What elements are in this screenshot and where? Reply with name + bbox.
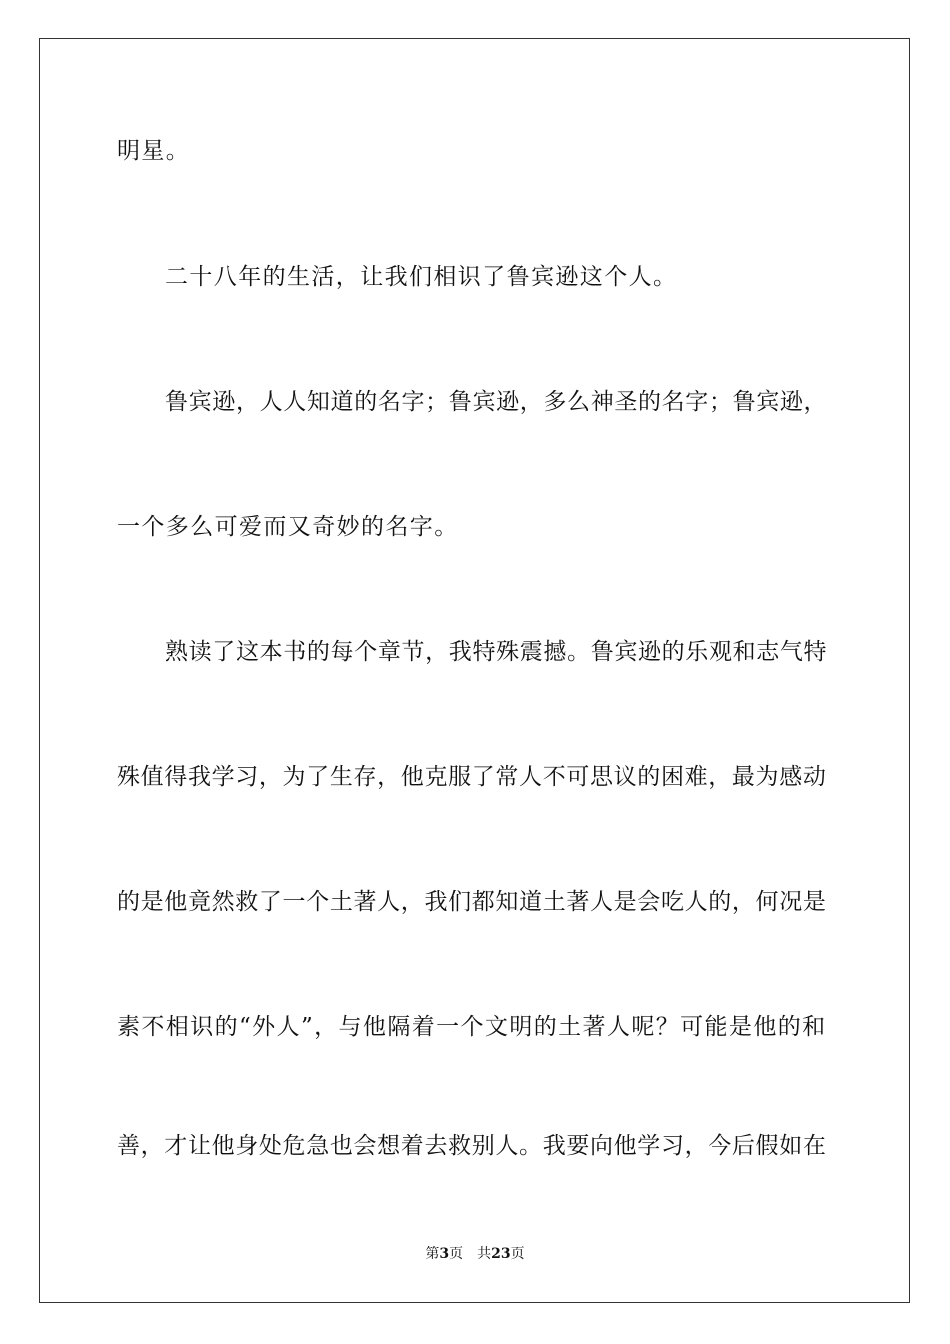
text-line-9: 善，才让他身处危急也会想着去救别人。我要向他学习，今后假如在 xyxy=(117,1133,827,1159)
page-suffix: 页 xyxy=(449,1246,464,1262)
text-line-7: 的是他竟然救了一个土著人，我们都知道土著人是会吃人的，何况是 xyxy=(117,889,827,915)
text-line-3: 鲁宾逊，人人知道的名字；鲁宾逊，多么神圣的名字；鲁宾逊， xyxy=(165,389,828,415)
text-line-8: 素不相识的“外人”，与他隔着一个文明的土著人呢？可能是他的和 xyxy=(117,1014,827,1040)
page-number: 3 xyxy=(439,1246,450,1262)
text-line-5: 熟读了这本书的每个章节，我特殊震撼。鲁宾逊的乐观和志气特 xyxy=(165,639,828,665)
page-prefix: 第 xyxy=(425,1246,440,1262)
total-pages: 23 xyxy=(491,1246,511,1262)
text-line-2: 二十八年的生活，让我们相识了鲁宾逊这个人。 xyxy=(165,264,678,290)
total-prefix: 共 xyxy=(477,1246,492,1262)
page-footer xyxy=(0,1244,950,1264)
page-border xyxy=(39,38,910,1303)
total-suffix: 页 xyxy=(510,1246,525,1262)
text-line-4: 一个多么可爱而又奇妙的名字。 xyxy=(117,514,459,540)
text-line-1: 明星。 xyxy=(117,138,191,164)
text-line-6: 殊值得我学习，为了生存，他克服了常人不可思议的困难，最为感动 xyxy=(117,764,827,790)
